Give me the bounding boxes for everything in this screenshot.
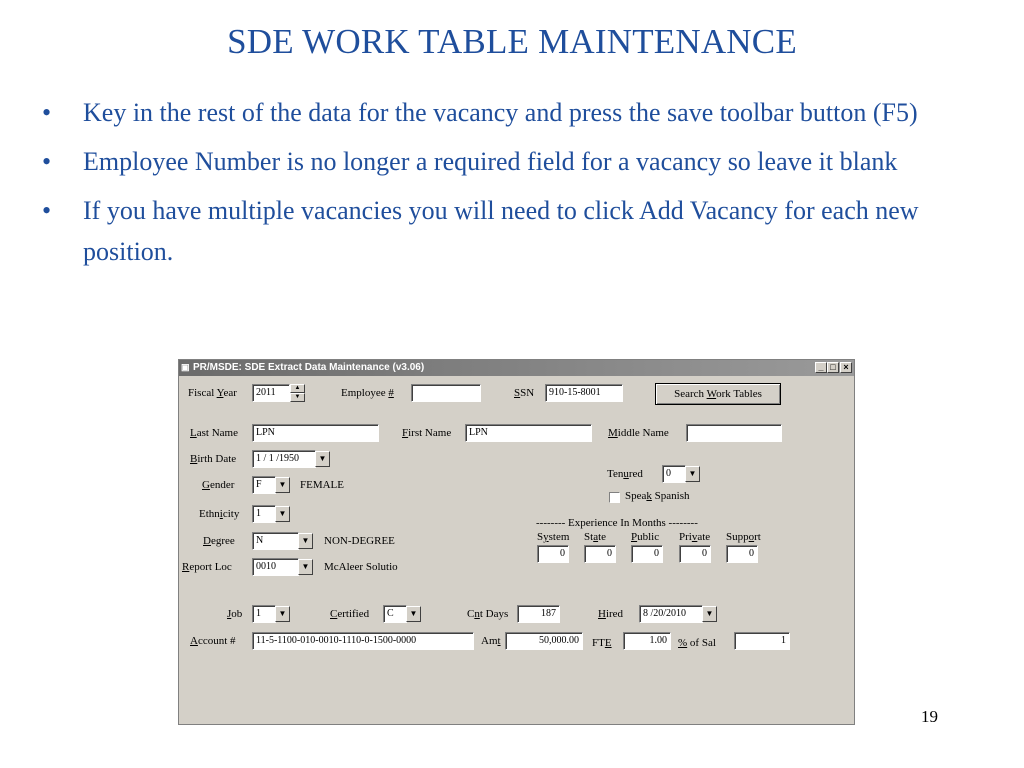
last-name-field[interactable]: LPN — [252, 424, 379, 442]
ssn-label: SSN — [514, 387, 535, 399]
close-button[interactable]: × — [840, 362, 852, 373]
first-name-label: First Name — [402, 427, 452, 439]
middle-name-field[interactable] — [686, 424, 782, 442]
cnt-days-field[interactable]: 187 — [517, 605, 560, 623]
minimize-button[interactable]: _ — [815, 362, 827, 373]
bullet-list — [42, 92, 922, 280]
middle-name-label: Middle Name — [608, 427, 669, 439]
ssn-field[interactable]: 910-15-8001 — [545, 384, 623, 402]
experience-support-field[interactable]: 0 — [726, 545, 758, 563]
chevron-down-icon[interactable]: ▼ — [298, 559, 313, 575]
certified-field[interactable]: C — [383, 605, 407, 623]
account-field[interactable]: 11-5-1100-010-0010-1110-0-1500-0000 — [252, 632, 474, 650]
window-titlebar[interactable] — [179, 360, 854, 376]
pct-of-sal-label: % of Sal — [678, 637, 716, 649]
pct-of-sal-field[interactable]: 1 — [734, 632, 790, 650]
experience-system-label: System — [537, 531, 570, 543]
chevron-down-icon[interactable]: ▼ — [275, 477, 290, 493]
bullet-item: • Key in the rest of the data for the vacancy and press the save toolbar button (F5) — [42, 92, 922, 133]
experience-state-label: State — [584, 531, 607, 543]
job-field[interactable]: 1 — [252, 605, 276, 623]
birth-date-field[interactable]: 1 / 1 /1950 — [252, 450, 316, 468]
fte-field[interactable]: 1.00 — [623, 632, 671, 650]
certified-label: Certified — [330, 608, 370, 620]
experience-state-field[interactable]: 0 — [584, 545, 616, 563]
cnt-days-label: Cnt Days — [467, 608, 509, 620]
hired-field[interactable]: 8 /20/2010 — [639, 605, 703, 623]
report-loc-description: McAleer Solutio — [324, 561, 398, 573]
chevron-down-icon[interactable]: ▼ — [298, 533, 313, 549]
spin-down-icon[interactable]: ▼ — [290, 393, 305, 402]
fiscal-year-field[interactable]: 2011 — [252, 384, 290, 402]
tenured-label: Tenured — [607, 468, 643, 480]
ethnicity-label: Ethnicity — [199, 508, 240, 520]
chevron-down-icon[interactable]: ▼ — [275, 606, 290, 622]
gender-field[interactable]: F — [252, 476, 276, 494]
chevron-down-icon[interactable]: ▼ — [275, 506, 290, 522]
hired-label: Hired — [598, 608, 624, 620]
chevron-down-icon[interactable]: ▼ — [685, 466, 700, 482]
fte-label: FTE — [592, 637, 612, 649]
maximize-button[interactable]: □ — [827, 362, 839, 373]
fiscal-year-spinner[interactable] — [290, 384, 305, 402]
fiscal-year-label: Fiscal Year — [188, 387, 237, 399]
job-label: Job — [227, 608, 243, 620]
slide-title: SDE WORK TABLE MAINTENANCE — [227, 22, 797, 61]
last-name-label: Last Name — [190, 427, 238, 439]
bullet-item: • Employee Number is no longer a required field for a vacancy so leave it blank — [42, 141, 922, 182]
chevron-down-icon[interactable]: ▼ — [406, 606, 421, 622]
degree-field[interactable]: N — [252, 532, 299, 550]
experience-system-field[interactable]: 0 — [537, 545, 569, 563]
ethnicity-field[interactable]: 1 — [252, 505, 276, 523]
sde-extract-window — [178, 359, 855, 725]
experience-support-label: Support — [726, 531, 761, 543]
experience-private-field[interactable]: 0 — [679, 545, 711, 563]
page-number: 19 — [921, 707, 938, 726]
search-work-tables-button[interactable]: Search Work Tables — [655, 383, 781, 405]
employee-number-field[interactable] — [411, 384, 481, 402]
tenured-field[interactable]: 0 — [662, 465, 686, 483]
experience-public-field[interactable]: 0 — [631, 545, 663, 563]
employee-number-label: Employee # — [341, 387, 394, 399]
bullet-item: • If you have multiple vacancies you will need to click Add Vacancy for each new position. — [42, 190, 922, 272]
first-name-field[interactable]: LPN — [465, 424, 592, 442]
speak-spanish-checkbox[interactable] — [609, 492, 620, 503]
app-icon[interactable]: ▣ — [181, 362, 190, 372]
window-title: PR/MSDE: SDE Extract Data Maintenance (v3.06) — [193, 362, 425, 373]
degree-label: Degree — [203, 535, 235, 547]
experience-private-label: Private — [679, 531, 711, 543]
birth-date-label: Birth Date — [190, 453, 237, 465]
spin-up-icon[interactable]: ▲ — [290, 384, 305, 393]
experience-public-label: Public — [631, 531, 660, 543]
amt-label: Amt — [481, 635, 501, 647]
chevron-down-icon[interactable]: ▼ — [702, 606, 717, 622]
experience-header: -------- Experience In Months -------- — [536, 517, 698, 529]
amt-field[interactable]: 50,000.00 — [505, 632, 583, 650]
report-loc-label: Report Loc — [182, 561, 232, 573]
gender-label: Gender — [202, 479, 235, 491]
degree-description: NON-DEGREE — [324, 535, 395, 547]
gender-description: FEMALE — [300, 479, 344, 491]
report-loc-field[interactable]: 0010 — [252, 558, 299, 576]
account-label: Account # — [190, 635, 236, 647]
speak-spanish-label: Speak Spanish — [625, 490, 690, 502]
chevron-down-icon[interactable]: ▼ — [315, 451, 330, 467]
